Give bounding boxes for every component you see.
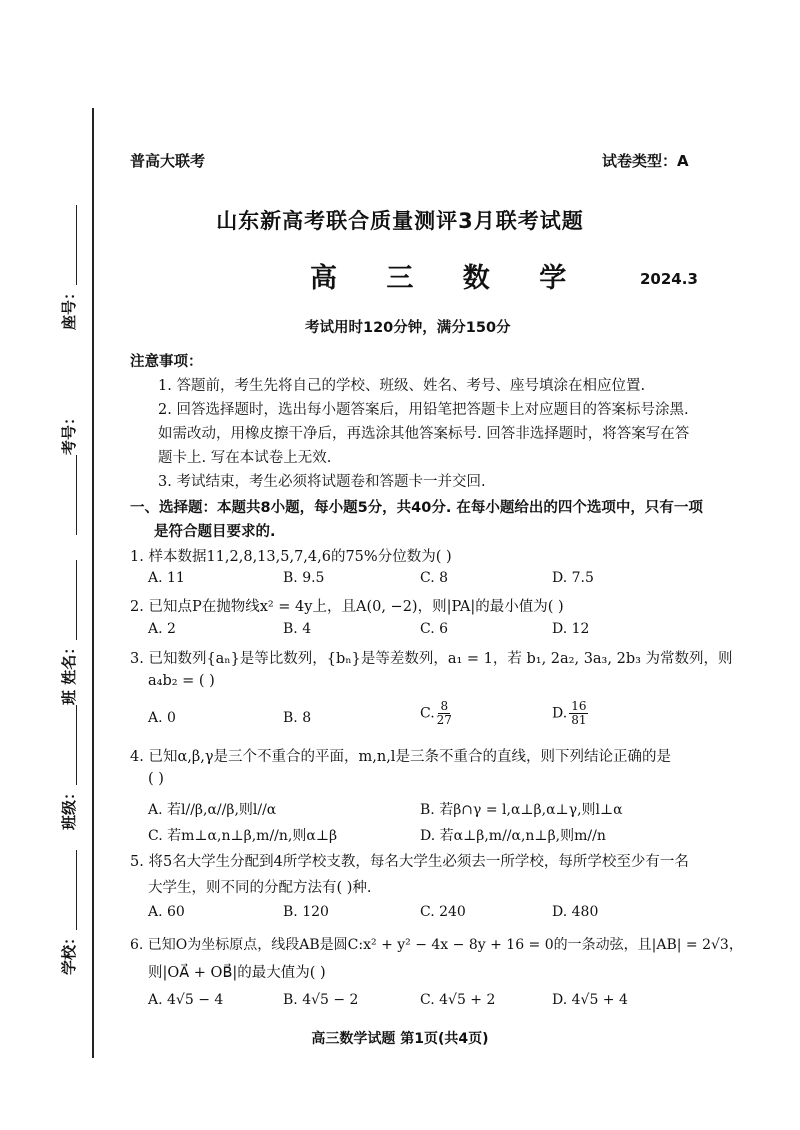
notice-line-2: 2. 回答选择题时，选出每小题答案后，用铅笔把答题卡上对应题目的答案标号涂黑. [158,402,689,418]
q3-option-c-denominator: 27 [436,713,452,727]
question-4-stem: 4. 已知α,β,γ是三个不重合的平面，m,n,l是三条不重合的直线，则下列结论正确的是 [130,749,671,765]
q1-option-b[interactable]: B. 9.5 [283,570,325,586]
q5-option-a[interactable]: A. 60 [148,904,185,920]
page-footer: 高三数学试题 第1页(共4页) [311,1031,489,1047]
q1-option-d[interactable]: D. 7.5 [552,570,594,586]
notice-heading: 注意事项： [130,354,203,370]
q4-option-a[interactable]: A. 若l//β,α//β,则l//α [148,802,277,818]
binding-line [92,108,94,1058]
q3-option-d[interactable] [552,700,588,727]
q3-option-d-numerator: 16 [571,699,587,713]
exam-date: 2024.3 [640,270,698,288]
q2-option-a[interactable]: A. 2 [148,621,176,637]
q3-option-d-denominator: 81 [571,713,587,727]
subject-title: 高 三 数 学 [310,263,587,294]
q2-option-c[interactable]: C. 6 [420,621,449,637]
q3-option-a[interactable]: A. 0 [148,710,176,726]
notice-line-1: 1. 答题前，考生先将自己的学校、班级、姓名、考号、座号填涂在相应位置. [158,378,646,394]
seat-number-label: 座号： [60,284,78,330]
section-1-heading-cont: 是符合题目要求的. [154,524,276,540]
class-label: 班级： [60,784,78,830]
question-5-stem-cont: 大学生，则不同的分配方法有( )种. [148,880,372,896]
class-field [58,705,79,830]
name-label: 班 姓名： [60,639,78,705]
q5-option-b[interactable]: B. 120 [283,904,329,920]
notice-line-2-end: 题卡上. 写在本试卷上无效. [158,450,332,466]
q6-option-d[interactable]: D. 4√5 + 4 [552,992,628,1008]
q2-option-d[interactable]: D. 12 [552,621,590,637]
paper-type: 试卷类型：A [602,152,689,170]
notice-line-2-cont: 如需改动，用橡皮擦干净后，再选涂其他答案标号. 回答非选择题时，将答案写在答 [158,426,690,442]
school-field [58,850,79,975]
q5-option-c[interactable]: C. 240 [420,904,466,920]
header-left: 普高大联考 [130,152,206,170]
exam-number-blank[interactable] [62,455,77,535]
question-3-stem: 3. 已知数列{aₙ}是等比数列，{bₙ}是等差数列，a₁ = 1，若 b₁, 2a₂, 3a₃, 2b₃ 为常数列，则 [130,651,733,667]
question-3-stem-cont: a₄b₂ = ( ) [148,673,215,689]
question-2-stem: 2. 已知点P在抛物线x² = 4y上，且A(0, −2)，则|PA|的最小值为( ) [130,599,564,615]
q3-option-c-label: C. [420,705,435,722]
q6-option-c[interactable]: C. 4√5 + 2 [420,992,496,1008]
q1-option-a[interactable]: A. 11 [148,570,185,586]
question-6-stem-cont: 则|OA⃗ + OB⃗|的最大值为( ) [148,965,326,981]
question-4-stem-cont: ( ) [148,771,164,787]
q4-option-b[interactable]: B. 若β∩γ = l,α⊥β,α⊥γ,则l⊥α [420,802,623,818]
name-field [58,560,79,705]
class-blank[interactable] [62,705,77,785]
notice-line-3: 3. 考试结束，考生必须将试题卷和答题卡一并交回. [158,474,486,490]
exam-info: 考试用时120分钟，满分150分 [305,320,511,336]
q3-option-b[interactable]: B. 8 [283,710,312,726]
q3-option-c[interactable] [420,700,452,727]
exam-title: 山东新高考联合质量测评3月联考试题 [216,209,584,233]
q6-option-a[interactable]: A. 4√5 − 4 [148,992,224,1008]
q3-option-c-fraction [437,700,452,727]
q4-option-d[interactable]: D. 若α⊥β,m//α,n⊥β,则m//n [420,828,606,844]
q3-option-d-fraction [569,700,588,727]
school-blank[interactable] [62,850,77,930]
school-label: 学校： [60,929,78,975]
exam-number-label: 考号： [60,409,78,455]
q1-option-c[interactable]: C. 8 [420,570,449,586]
section-1-heading: 一、选择题：本题共8小题，每小题5分，共40分. 在每小题给出的四个选项中，只有一项 [130,500,703,516]
name-blank[interactable] [62,560,77,640]
q6-option-b[interactable]: B. 4√5 − 2 [283,992,359,1008]
q3-option-d-label: D. [552,705,568,722]
question-6-stem: 6. 已知O为坐标原点，线段AB是圆C:x² + y² − 4x − 8y + 16 = 0的一条动弦，且|AB| = 2√3， [130,937,743,953]
question-5-stem: 5. 将5名大学生分配到4所学校支教，每名大学生必须去一所学校，每所学校至少有一名 [130,854,689,870]
q5-option-d[interactable]: D. 480 [552,904,599,920]
q4-option-c[interactable]: C. 若m⊥α,n⊥β,m//n,则α⊥β [148,828,338,844]
question-1-stem: 1. 样本数据11,2,8,13,5,7,4,6的75%分位数为( ) [130,549,452,565]
q3-option-c-numerator: 8 [440,699,449,713]
exam-number-field [58,410,79,535]
q2-option-b[interactable]: B. 4 [283,621,312,637]
